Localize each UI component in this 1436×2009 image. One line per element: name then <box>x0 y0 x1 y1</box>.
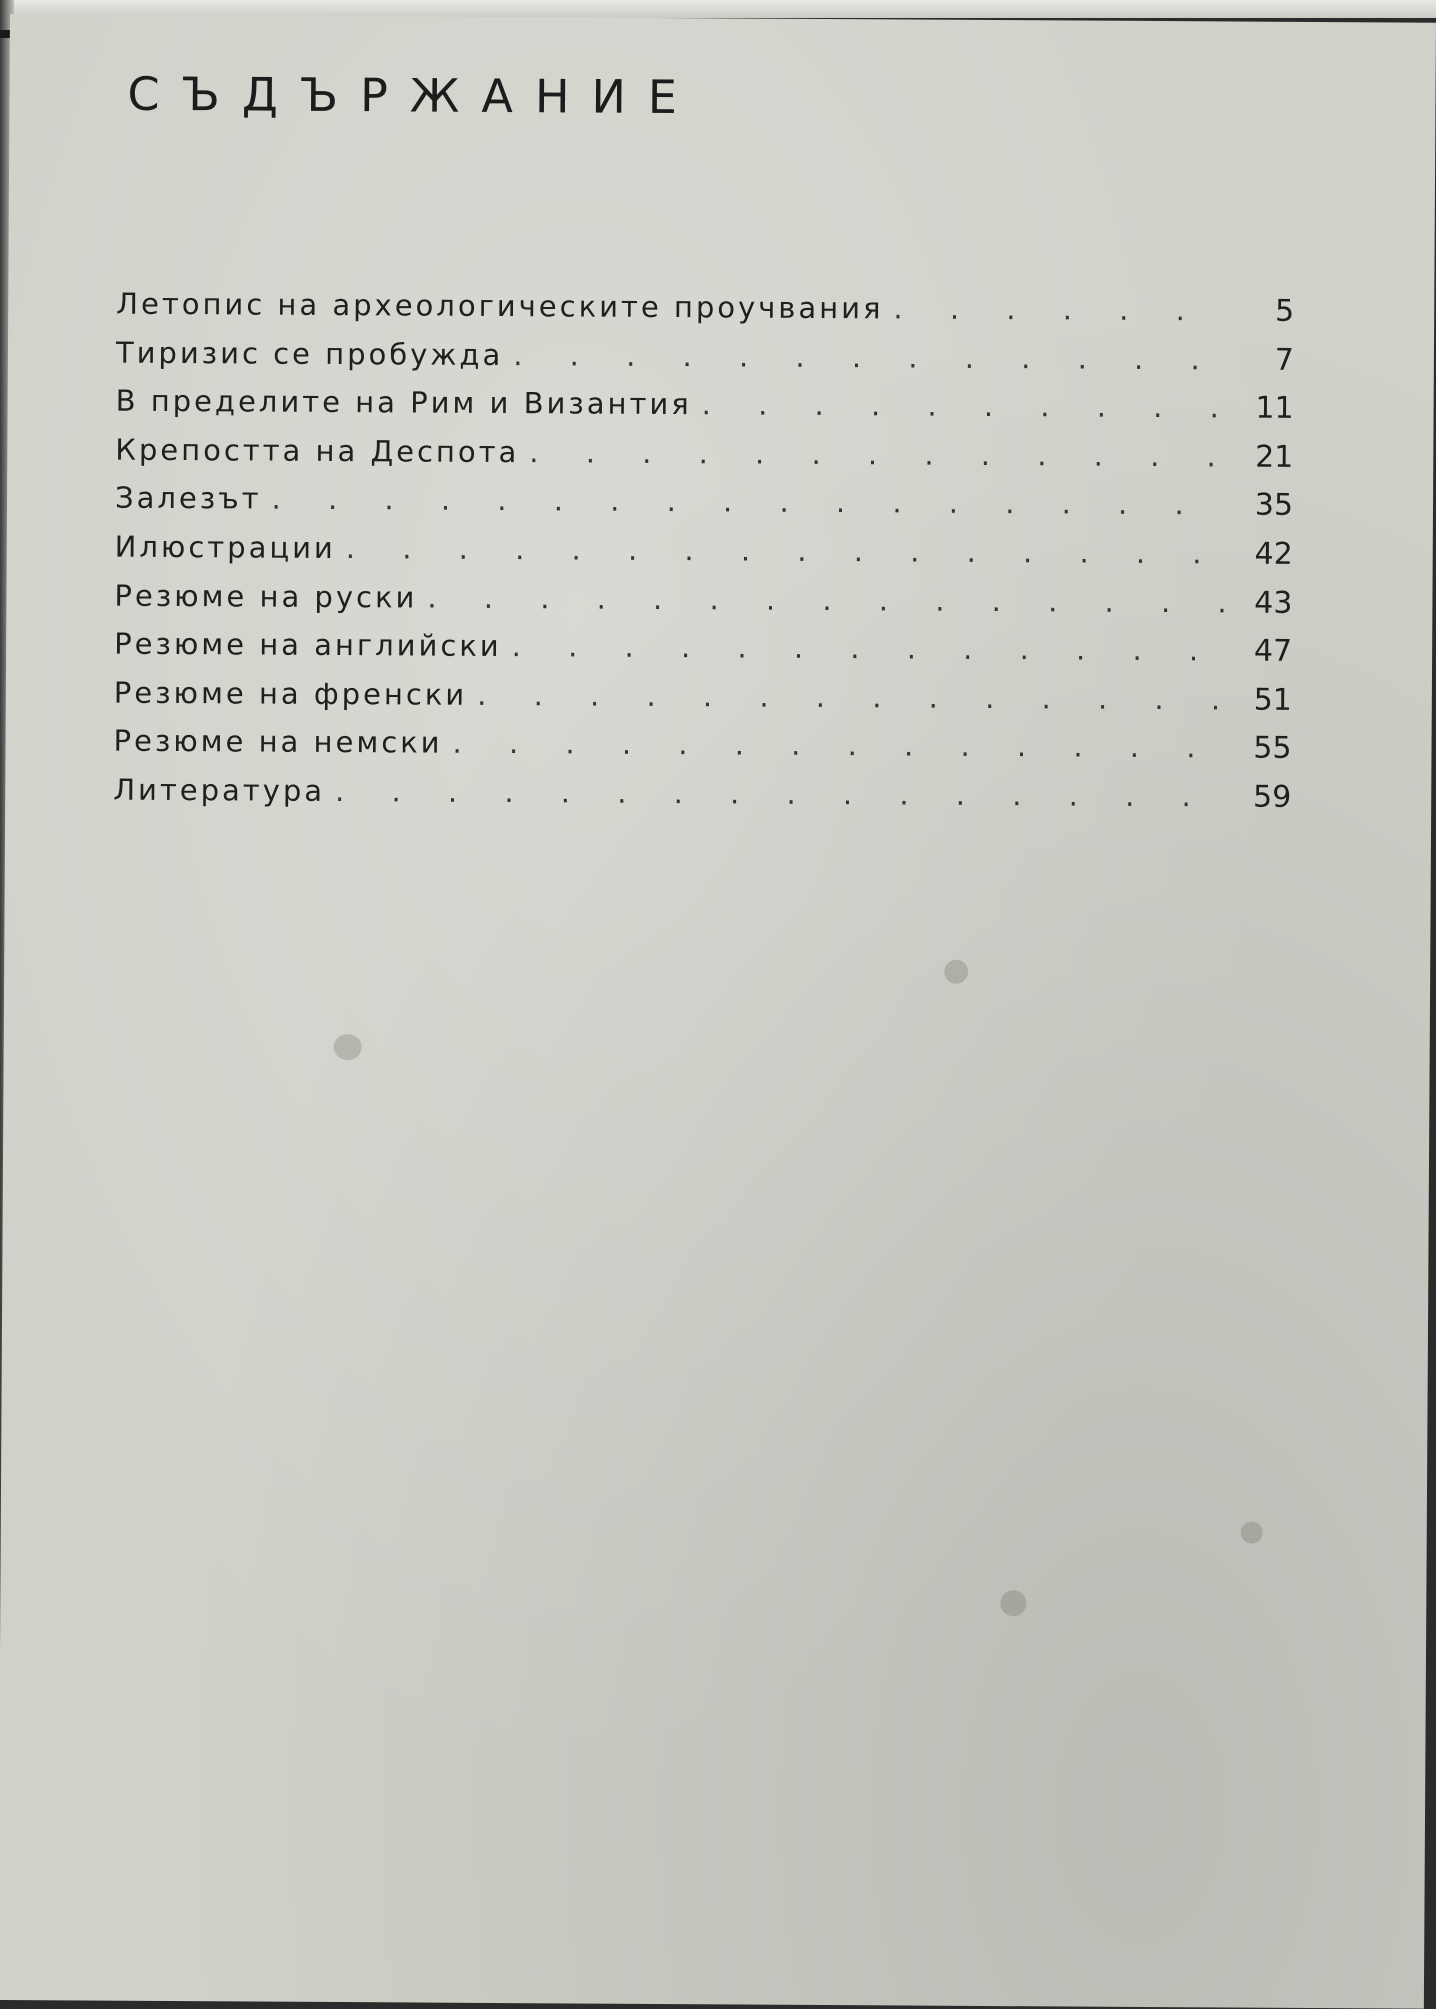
toc-entry <box>116 287 1294 343</box>
paper-spot <box>1000 1590 1026 1616</box>
toc-dot-leader <box>271 482 1233 522</box>
toc-page-number: 21 <box>1255 439 1294 475</box>
toc-entry-title: Резюме на английски <box>114 626 502 664</box>
toc-page-number: 5 <box>1275 293 1295 329</box>
toc-entry-title: В пределите на Рим и Византия <box>115 383 692 422</box>
toc-entry-title: Резюме на руски <box>114 578 418 615</box>
toc-page-number: 42 <box>1254 536 1293 572</box>
toc-entry-title: Залезът <box>114 481 262 516</box>
toc-page-number: 55 <box>1253 730 1292 767</box>
toc-entry <box>115 481 1293 537</box>
book-page <box>0 14 1436 2009</box>
toc-entry <box>115 384 1293 440</box>
toc-entry <box>114 675 1292 731</box>
toc-entry-title: Резюме на немски <box>113 723 443 760</box>
paper-spot <box>944 960 968 984</box>
toc-page-number: 51 <box>1253 682 1292 718</box>
toc-page-number: 59 <box>1252 779 1292 815</box>
toc-dot-leader <box>513 338 1234 376</box>
toc-dot-leader <box>346 531 1233 570</box>
toc-entry <box>115 432 1293 488</box>
paper-spot <box>334 1034 362 1060</box>
toc-dot-leader <box>529 435 1233 473</box>
toc-dot-leader <box>702 387 1234 424</box>
toc-entry <box>113 773 1291 829</box>
toc-entry <box>116 335 1294 391</box>
toc-page-number: 43 <box>1254 585 1293 621</box>
toc-entry <box>114 578 1292 634</box>
toc-page-number: 7 <box>1274 342 1295 378</box>
toc-dot-leader <box>893 291 1234 327</box>
toc-entry-title: Крепостта на Деспота <box>115 432 520 469</box>
page-title: СЪДЪРЖАНИЕ <box>127 66 700 125</box>
toc-entry-title: Илюстрации <box>114 529 336 565</box>
toc-dot-leader <box>452 726 1231 765</box>
toc-page-number: 47 <box>1253 633 1293 669</box>
toc-entry-title: Резюме на френски <box>113 675 468 712</box>
toc-entry-title: Тиризис се пробужда <box>115 335 504 372</box>
paper-spot <box>1241 1522 1263 1544</box>
toc-entry-title: Летопис на археологическите проучвания <box>116 286 884 326</box>
toc-dot-leader <box>427 580 1232 619</box>
toc-dot-leader <box>477 678 1232 717</box>
toc-entry <box>114 627 1292 683</box>
toc-entry <box>113 724 1291 780</box>
table-of-contents <box>113 287 1294 829</box>
toc-page-number: 35 <box>1254 487 1294 524</box>
toc-dot-leader <box>335 774 1231 813</box>
toc-entry-title: Литература <box>113 772 326 808</box>
toc-dot-leader <box>512 629 1233 667</box>
toc-entry <box>115 530 1293 586</box>
toc-page-number: 11 <box>1255 390 1294 427</box>
